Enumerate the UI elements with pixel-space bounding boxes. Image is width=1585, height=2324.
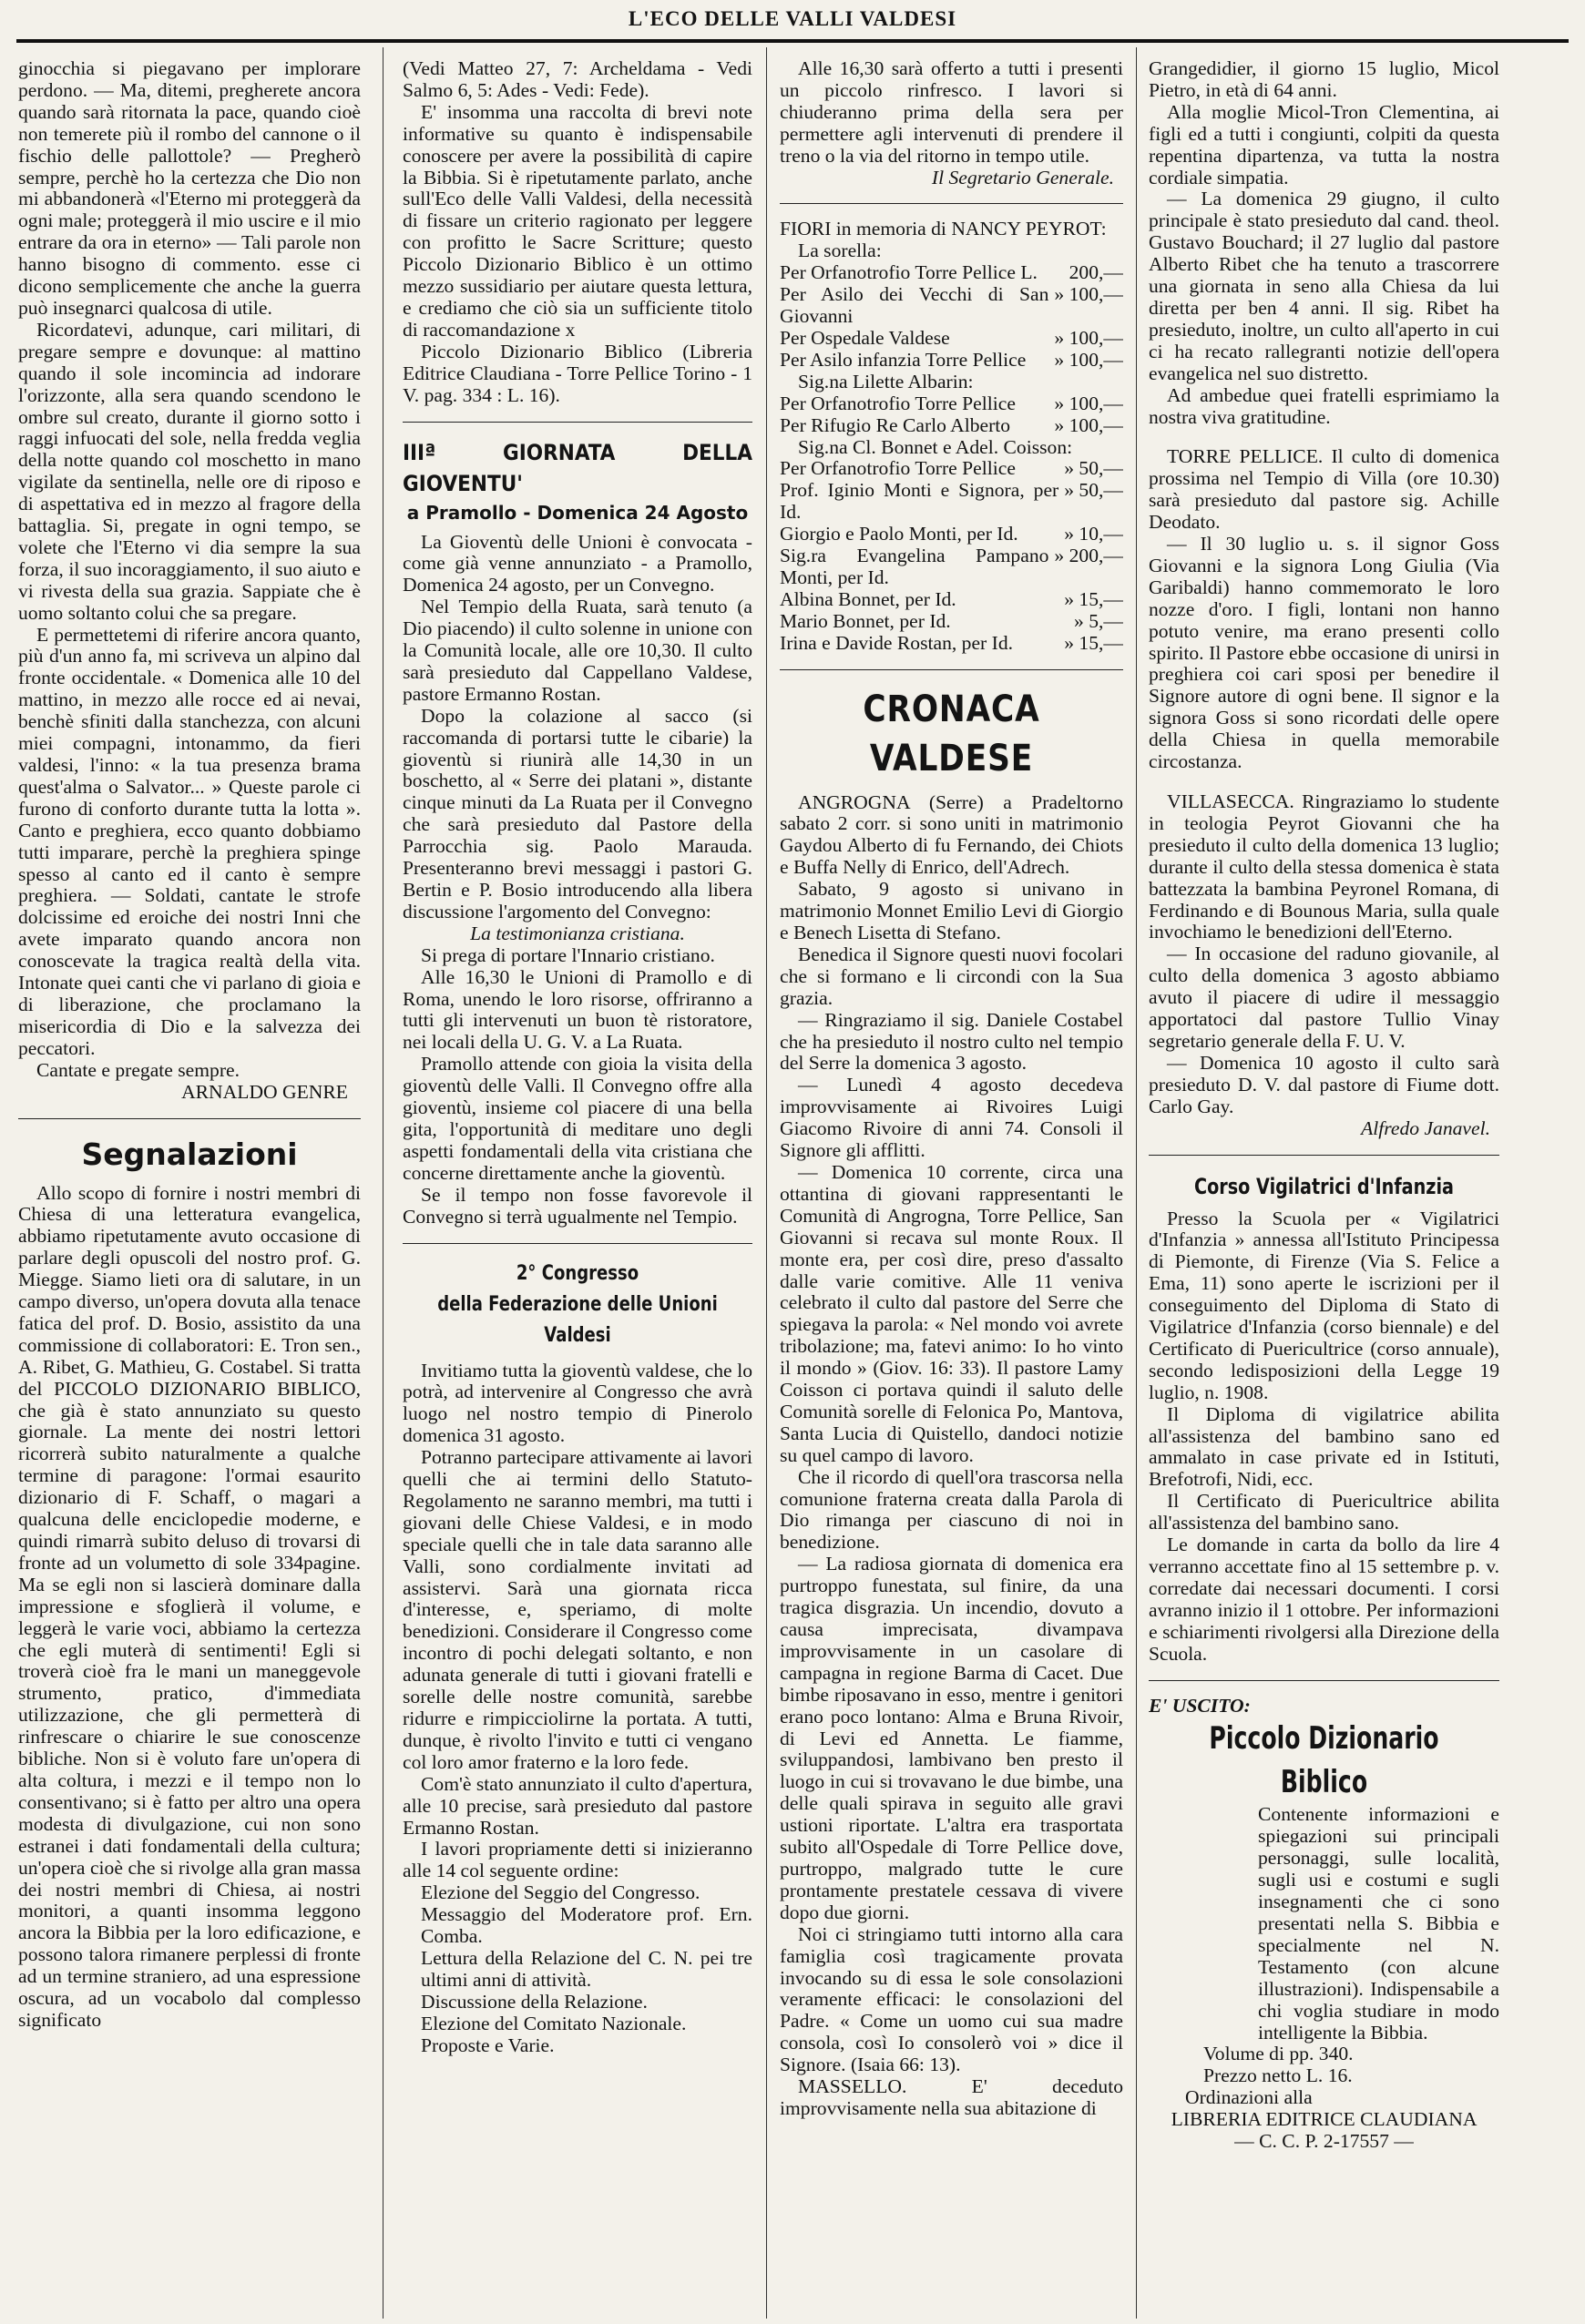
paragraph: Com'è stato annunziato il culto d'apertura, alle 10 precise, sarà presieduto dal pastore Ermanno Rostan. (403, 1772, 752, 1839)
donation-row (780, 284, 1123, 328)
section-subheading: a Pramollo - Domenica 24 Agosto (406, 501, 749, 524)
paragraph: Ad ambedue quei fratelli esprimiamo la nostra viva gratitudine. (1149, 383, 1499, 428)
section-divider (1149, 1155, 1499, 1156)
donation-amount: 200,— (1069, 261, 1123, 284)
section-divider (403, 1243, 752, 1244)
paragraph: Che il ricordo di quell'ora trascorsa nella comunione fraterna creata dalla Parola di Dio rimanga per ciascuno di noi in benedizione. (780, 1465, 1123, 1554)
paragraph: ANGROGNA (Serre) a Pradeltorno sabato 2 corr. si sono uniti in matrimonio Gaydou Alberto di fu Fernando, dei Chiots e Buffa Nelly di Enrico, dell'Adrech. (780, 790, 1123, 879)
paragraph: Potranno partecipare attivamente ai lavori quelli che ai termini dello Statuto-Regolamento ne saranno membri, ma tutti i giovani delle Chiese Valdesi, e in modo speciale quelli che in tale data saranno alle Valli, sono cordialmente invitati ad assistervi. Sarà una giornata ricca d'interesse, e, speriamo, di molte benedizioni. Considerare il Congresso come incontro di pochi delegati soltanto, e non adunata generale di tutti i giovani fratelli e sorelle delle nostre comunità, sarebbe ridurre e rimpicciolirne la portata. A tutti, dunque, è rivolto l'invito e tutti ci vengano col loro amor fraterno e la loro fede. (403, 1446, 752, 1773)
column-4 (1149, 58, 1499, 2319)
section-divider (780, 669, 1123, 670)
donation-amount: » 5,— (1074, 609, 1123, 632)
advert-publisher: LIBRERIA EDITRICE CLAUDIANA (1171, 2108, 1478, 2131)
list-item: Elezione del Seggio del Congresso. (421, 1881, 700, 1904)
column-3 (780, 58, 1123, 2319)
donation-label: Sig.na Cl. Bonnet e Adel. Coisson: (798, 435, 1073, 458)
donation-amount: » 100,— (1054, 392, 1123, 414)
paragraph: Dopo la colazione al sacco (si raccomanda di portarsi tutte le cibarie) la gioventù si riunirà alle 14,30 in un boschetto, al « Serre dei platani », distante cinque minuti da La Ruata per il Convegno che sarà presieduto dal Pastore della Parrocchia sig. Paolo Marauda. Presenteranno brevi messaggi i pastori G. Bertin e P. Bosio introducendo alla libera discussione l'argomento del Convegno: (403, 704, 752, 922)
donation-amount: » 200,— (1054, 545, 1123, 567)
donation-amount (1118, 240, 1123, 262)
section-divider (1149, 1680, 1499, 1681)
donation-row (780, 393, 1123, 415)
donation-amount (1118, 437, 1123, 459)
paragraph: Noi ci stringiamo tutti intorno alla cara famiglia così tragicamente provata invocando su di essa le sole consolazioni veramente efficaci: le consolazioni del Padre. « Come un uomo cui sua madre consola, così Io consolerò voi » dice il Signore. (Isaia 66: 13). (780, 1922, 1123, 2076)
paragraph: VILLASECCA. Ringraziamo lo studente in teologia Peyrot Giovanni che ha presieduto il culto della domenica 13 luglio; durante il culto della stessa domenica è stata battezzata la bambina Peyronel Romana, di Ferdinando e di Bounous Maria, sulla quale invochiamo le benedizioni dell'Eterno. (1149, 790, 1499, 943)
paragraph: — Domenica 10 agosto il culto sarà presieduto D. V. dal pastore di Fiume dott. Carlo Gay. (1149, 1051, 1499, 1117)
paragraph: Il Diploma di vigilatrice abilita all'assistenza del bambino sano ed ammalato in case private ed in Istituti, Brefotrofi, Nidi, ecc. (1149, 1402, 1499, 1491)
donation-row (780, 262, 1123, 284)
donation-row (780, 328, 1123, 350)
author-signature: Alfredo Janavel. (1361, 1116, 1490, 1139)
column-divider (766, 47, 767, 2319)
section-heading: IIIª GIORNATA DELLA GIOVENTU' (403, 439, 752, 496)
section-heading: 2° Congresso (516, 1261, 639, 1285)
advert-ccp: — C. C. P. 2-17557 — (1234, 2130, 1414, 2153)
paragraph: TORRE PELLICE. Il culto di domenica prossima nel Tempio di Villa (ore 10.30) sarà presieduto dal pastore sig. Achille Deodato. (1149, 445, 1499, 534)
donation-label: Per Asilo infanzia Torre Pellice (780, 348, 1027, 371)
donation-label: Giorgio e Paolo Monti, per Id. (780, 523, 1018, 545)
paragraph: — La domenica 29 giugno, il culto principale è stato presieduto dal cand. theol. Gustavo Bouchard; il 27 luglio dal pastore Alberto Ribet che ha tenuto a trascorrere una giornata in seno alla Chiesa da lui diretta per ben 4 anni. Il sig. Ribet ha presieduto, inoltre, un culto all'aperto in cui ci ha recato rallegranti notizie dell'opera evangelica nel suo distretto. (1149, 188, 1499, 384)
paragraph: Sabato, 9 agosto si univano in matrimonio Monnet Emilio Levi di Giorgio e Benech Lisetta di Stefano. (780, 878, 1123, 943)
donation-amount: » 10,— (1064, 523, 1123, 545)
advert-price: Prezzo netto L. 16. (1203, 2064, 1353, 2087)
donation-row (780, 415, 1123, 437)
donation-label: Albina Bonnet, per Id. (780, 587, 956, 610)
column-2 (403, 58, 752, 2319)
donations-list (780, 240, 1123, 654)
paragraph: Il Certificato di Puericultrice abilita all'assistenza del bambino sano. (1149, 1490, 1499, 1534)
paragraph: Alle 16,30 sarà offerto a tutti i presenti un piccolo rinfresco. I lavori si chiuderanno prima della sera per permettere agli intervenuti di prendere il treno o la via del ritorno in tempo utile. (780, 58, 1123, 167)
paragraph: — Lunedì 4 agosto decedeva improvvisamente ai Rivoires Luigi Giacomo Rivoire di anni 74. Consoli il Signore gli afflitti. (780, 1074, 1123, 1162)
section-heading: CRONACA VALDESE (863, 688, 1040, 780)
donation-amount: » 15,— (1064, 631, 1123, 654)
donation-amount: » 50,— (1064, 479, 1123, 502)
donation-amount: » 100,— (1054, 326, 1123, 349)
paragraph: Nel Tempio della Ruata, sarà tenuto (a Dio piacendo) il culto solenne in unione con la Comunità locale, alle ore 10,30. Il culto sarà presieduto dal Cappellano Valdese, pastore Ermanno Rostan. (403, 596, 752, 705)
paragraph: (Vedi Matteo 27, 7: Archeldama - Vedi Salmo 6, 5: Ades - Vedi: Fede). (403, 58, 752, 101)
advert-volume: Volume di pp. 340. (1203, 2043, 1354, 2065)
masthead: L'ECO DELLE VALLI VALDESI (628, 7, 957, 30)
donation-row (780, 633, 1123, 655)
paragraph: Le domande in carta da bollo da lire 4 verranno accettate fino al 15 settembre p. v. corredate dai necessari documenti. I corsi avranno inizio il 1 ottobre. Per informazioni e schiarimenti rivolgersi alla Direzione della Scuola. (1149, 1534, 1499, 1665)
donation-label: Per Orfanotrofio Torre Pellice L. (780, 261, 1038, 284)
donation-row (780, 589, 1123, 611)
paragraph: Presso la Scuola per « Vigilatrici d'Infanzia » annessa all'Istituto Principessa di Piemonte, di Firenze (Via S. Felice a Ema, 11) sono aperte le iscrizioni per il conseguimento del Diploma di Stato di Vigilatrice d'Infanzia (corso biennale) e del Certificato di Puericultrice (corso annuale), secondo ledisposizioni della Legge 19 luglio, n. 1908. (1149, 1207, 1499, 1403)
donation-label: Per Rifugio Re Carlo Alberto (780, 413, 1011, 436)
paragraph: — La radiosa giornata di domenica era purtroppo funestata, sul finire, da una tragica disgrazia. Un incendio, dovuto a causa imprecisata, divampava improvvisamente in un casolare di campagna in regione Barma di Cacet. Due bimbe riposavano in esso, mentre i genitori erano poco lontano: Alma e Bruna Rivoir, di Levi ed Annetta. Le fiamme, sviluppandosi, lambivano ben presto il luogo in cui si trovavano le due bimbe, una delle quali spirava in seguito alle gravi ustioni riportate. L'altra era trasportata subito all'Ospedale di Torre Pellice dove, purtroppo, malgrado tutte le cure prontamente prestatele cessava di vivere dopo due giorni. (780, 1553, 1123, 1923)
signature: Il Segretario Generale. (931, 166, 1114, 189)
donation-amount: » 100,— (1054, 348, 1123, 371)
paragraph: ginocchia si piegavano per implorare perdono. — Ma, ditemi, pregherete ancora quando sarà ritornata la pace, quando cioè non temerete più il rombo del cannone o il fischio delle pallottole? — Pregherò sempre, perchè ho la certezza che Dio non mi abbandonerà «l'Eterno mi proteggerà da ogni male; proteggerà il mio uscire e il mio entrare da ora in eterno» — Tali parole non hanno bisogno di commento. esse ci dicono semplicemente che anche la guerra può insegnarci qualcosa di utile. (18, 58, 361, 319)
paragraph: E permettetemi di riferire ancora quanto, più d'un anno fa, mi scriveva un alpino dal fronte occidentale. « Domenica alle 10 del mattino, in mezzo alle rocce ed ai nevai, benchè sfiniti dalla stanchezza, con alcuni miei compagni, intonammo, da fieri valdesi, l'inno: « la tua presenza brama quest'alma o Salvator... » Queste parole ci furono di conforto durante tutta la lotta ». Canto e preghiera, ecco quanto dobbiamo tutti imparare, perchè la preghiera spinge spesso al canto ed il canto è sempre preghiera. — Soldati, cantate le strofe dolcissime ed eroiche dei nostri Inni che avete imparato quando ancora non conoscevate la tragica realtà della vita. Intonate quei canti che vi parlano di gioia e di liberazione, che proclamano la misericordia di Dio e la salvezza dei peccatori. (18, 623, 361, 1059)
list-item: Lettura della Relazione del C. N. pei tre ultimi anni di attività. (421, 1946, 752, 1991)
donations-title: FIORI in memoria di NANCY PEYROT: (780, 218, 1107, 240)
section-subheading: della Federazione delle Unioni Valdesi (437, 1292, 718, 1347)
paragraph: Si prega di portare l'Innario cristiano. (421, 943, 715, 966)
paragraph: Piccolo Dizionario Biblico (Libreria Editrice Claudiana - Torre Pellice Torino - 1 V. pag. 334 : L. 16). (403, 340, 752, 406)
paragraph: — Domenica 10 corrente, circa una ottantina di giovani rappresentanti le Comunità di Angrogna, Torre Pellice, San Giovanni si recava sul monte Roux. Il monte era, per così dire, preso d'assalto dalle varie comitive. Alle 11 veniva celebrato il culto dal pastore del Serre che spiegava la parola: « Nel mondo voi avrete tribolazione; ma, fatevi animo: Io ho vinto il mondo » (Giov. 16: 33). Il pastore Lamy Coisson ci portava quindi il saluto delle Comunità sorelle di Felonica Po, Mantova, Santa Lucia di Quistello, dandoci notizie su quel campo di lavoro. (780, 1160, 1123, 1466)
section-divider (403, 422, 752, 423)
column-1 (18, 58, 361, 2319)
donation-amount: » 15,— (1064, 587, 1123, 610)
paragraph: Ricordatevi, adunque, cari militari, di pregare sempre e dovunque: al mattino quando il sole incomincia ad indorare l'orizzonte, alla sera quando scendono le ombre sul creato, durante il giorno sotto i raggi infuocati del sole, nella fredda veglia della notte quando col moschetto in mano vigilate da sentinella, nelle ore di riposo e di aspettativa ed in mezzo al fragore della battaglia. Si, pregate in ogni tempo, se volete che l'Eterno vi dia sempre la sua forza, il suo incoraggiamento, il suo aiuto e vi rivesta della sua grazia. Sappiate che è uomo soltanto colui che sa pregare. (18, 318, 361, 624)
donation-amount (1118, 372, 1123, 393)
paragraph: — Ringraziamo il sig. Daniele Costabel che ha presieduto il nostro culto nel tempio del Serre la domenica 3 agosto. (780, 1008, 1123, 1075)
section-divider (780, 203, 1123, 204)
paragraph: Alle 16,30 le Unioni di Pramollo e di Roma, unendo le loro risorse, offriranno a tutti gli intervenuti un buon tè ristoratore, nei locali della U. G. V. a La Ruata. (403, 965, 752, 1054)
list-item: Elezione del Comitato Nazionale. (421, 2012, 687, 2034)
paragraph: Allo scopo di fornire i nostri membri di Chiesa di una letteratura evangelica, abbiamo ripetutamente avuto occasione di parlare degli opuscoli del nostro prof. G. Miegge. Siamo lieti ora di salutare, in un campo diverso, un'opera dovuta alla tenace fatica del prof. D. Bosio, assistito da una commissione di collaboratori: E. Tron sen., A. Ribet, G. Mathieu, G. Costabel. Si tratta del PICCOLO DIZIONARIO BIBLICO, che già è stato annunziato su questo giornale. La mente dei nostri lettori ricorrerà subito naturalmente a qualche termine di paragone: l'ormai esaurito dizionario di F. Schaff, o magari a qualcuna delle enciclopedie moderne, e quindi rimarrà subito deluso di trovarsi di fronte ad un volumetto di sole 334pagine. Ma se egli non si lascierà dominare dalla impressione e sfoglierà il volume, e leggerà le varie voci, abbiamo la certezza che egli muterà di sentimenti! Egli si troverà cioè fra le mani un maneggevole strumento, pratico, d'immediata utilizzazione, che gli permetterà di rinfrescare o chiarire le sue conoscenze bibliche. Non si è voluto fare un'opera di alta coltura, i mezzi e il tempo non lo consentivano; si è fatto per altro una opera modesta di divulgazione, cui non sono estranei i dati fondamentali della cultura; un'opera cioè che si rivolge alla gran massa dei nostri membri di Chiesa, ai nostri monitori, a quanti insomma leggono ancora la Bibbia per la loro edificazione, e possono talora rimanere perplessi di fronte ad un termine straniero, ad una espressione oscura, ad un vocabolo dal complesso significato (18, 1181, 361, 2031)
paragraph: — In occasione del raduno giovanile, al culto della domenica 3 agosto abbiamo avuto il piacere di udire il messaggio apportatoci dal pastore Tullio Vinay segretario generale della F. U. V. (1149, 943, 1499, 1052)
donation-row (780, 524, 1123, 545)
list-item: Proposte e Varie. (421, 2034, 555, 2056)
donation-label: Sig.ra Evangelina Pampano Monti, per Id. (780, 545, 1049, 588)
advert-orders: Ordinazioni alla (1185, 2086, 1313, 2109)
donation-row (780, 437, 1123, 459)
donation-amount: » 50,— (1064, 457, 1123, 480)
paragraph: Grangedidier, il giorno 15 luglio, Micol Pietro, in età di 64 anni. (1149, 58, 1499, 101)
donation-label: Sig.na Lilette Albarin: (798, 370, 974, 392)
donation-row (780, 611, 1123, 633)
donation-amount: » 100,— (1054, 283, 1123, 306)
author-signature: ARNALDO GENRE (181, 1080, 348, 1103)
section-divider (18, 1118, 361, 1119)
donation-row (780, 372, 1123, 393)
list-item: Discussione della Relazione. (421, 1990, 648, 2013)
paragraph: Cantate e pregate sempre. (36, 1058, 240, 1081)
paragraph: La testimonianza cristiana. (470, 922, 685, 944)
donation-label: Per Orfanotrofio Torre Pellice (780, 392, 1016, 414)
donation-row (780, 480, 1123, 524)
paragraph: I lavori propriamente detti si inizieranno alle 14 col seguente ordine: (403, 1838, 752, 1882)
paragraph: La Gioventù delle Unioni è convocata - come già venne annunziato - a Pramollo, Domenica 24 agosto, per un Convegno. (403, 530, 752, 596)
donation-label: La sorella: (798, 240, 882, 262)
donation-label: Mario Bonnet, per Id. (780, 609, 951, 632)
advert-heading: Piccolo Dizionario Biblico (1209, 1720, 1439, 1801)
paragraph: Invitiamo tutta la gioventù valdese, che lo potrà, ad intervenire al Congresso che avrà luogo nel nostro tempio di Pinerolo domenica 31 agosto. (403, 1359, 752, 1447)
paragraph: Benedica il Signore questi nuovi focolari che si formano e li circondi con la Sua grazia. (780, 943, 1123, 1009)
paragraph: Se il tempo non fosse favorevole il Convegno si terrà ugualmente nel Tempio. (403, 1183, 752, 1228)
donation-label: Irina e Davide Rostan, per Id. (780, 631, 1014, 654)
section-heading: Corso Vigilatrici d'Infanzia (1193, 1173, 1455, 1199)
masthead-rule (16, 39, 1569, 43)
donation-label: Per Asilo dei Vecchi di San Giovanni (780, 283, 1049, 328)
advert-body: Contenente informazioni e spiegazioni sui principali personaggi, sulle località, sugli usi e costumi e sugli insegnamenti che ci sono presentati nella S. Bibbia e specialmente nel N. Testamento (con alcune illustrazioni). Indispensabile a chi voglia studiare in modo intelligente la Bibbia. (1258, 1803, 1499, 2044)
list-item: Messaggio del Moderatore prof. Ern. Comba. (421, 1903, 752, 1948)
column-divider (1136, 47, 1137, 2319)
donation-label: Per Orfanotrofio Torre Pellice (780, 457, 1016, 480)
paragraph: MASSELLO. E' deceduto improvvisamente nella sua abitazione di (780, 2075, 1123, 2119)
donation-label: Per Ospedale Valdese (780, 326, 950, 349)
donation-row (780, 458, 1123, 480)
donation-row (780, 545, 1123, 589)
donation-label: Prof. Iginio Monti e Signora, per Id. (780, 479, 1059, 524)
paragraph: Pramollo attende con gioia la visita della gioventù delle Valli. Il Convegno offre alla gioventù, insieme col piacere di una bella gita, l'opportunità di meditare uno degli aspetti fondamentali della vita cristiana che concerne direttamente anche la gioventù. (403, 1053, 752, 1184)
donation-row (780, 350, 1123, 372)
paragraph: Alla moglie Micol-Tron Clementina, ai figli ed a tutti i congiunti, colpiti da questa repentina dipartenza, va tutta la nostra cordiale simpatia. (1149, 100, 1499, 189)
donation-amount: » 100,— (1054, 413, 1123, 436)
paragraph: E' insomma una raccolta di brevi note informative su quanto è indispensabile conoscere per avere la possibilità di capire la Bibbia. Si è ripetutamente parlato, anche sull'Eco delle Valli Valdesi, della necessità di fissare un criterio ragionato per leggere con profitto le Sacre Scritture; questo Piccolo Dizionario Biblico è un ottimo mezzo sussidiario per aiutare questa lettura, e crediamo che ciò sia un sufficiente titolo di raccomandazione x (403, 100, 752, 341)
section-heading: Segnalazioni (81, 1136, 298, 1172)
paragraph: — Il 30 luglio u. s. il signor Goss Giovanni e la signora Long Giulia (Via Garibaldi) hanno commemorato le loro nozze d'oro. I figli, lontani non hanno potuto venire, ma erano presenti collo spirito. Il Pastore ebbe occasione di unirsi in preghiera coi cari sposi per benedire il Signore autore di ogni bene. Il signor e la signora Goss si sono ricordati delle opere della Chiesa in quella memorabile circostanza. (1149, 533, 1499, 773)
announcement-label: E' USCITO: (1149, 1694, 1251, 1717)
donation-row (780, 240, 1123, 262)
